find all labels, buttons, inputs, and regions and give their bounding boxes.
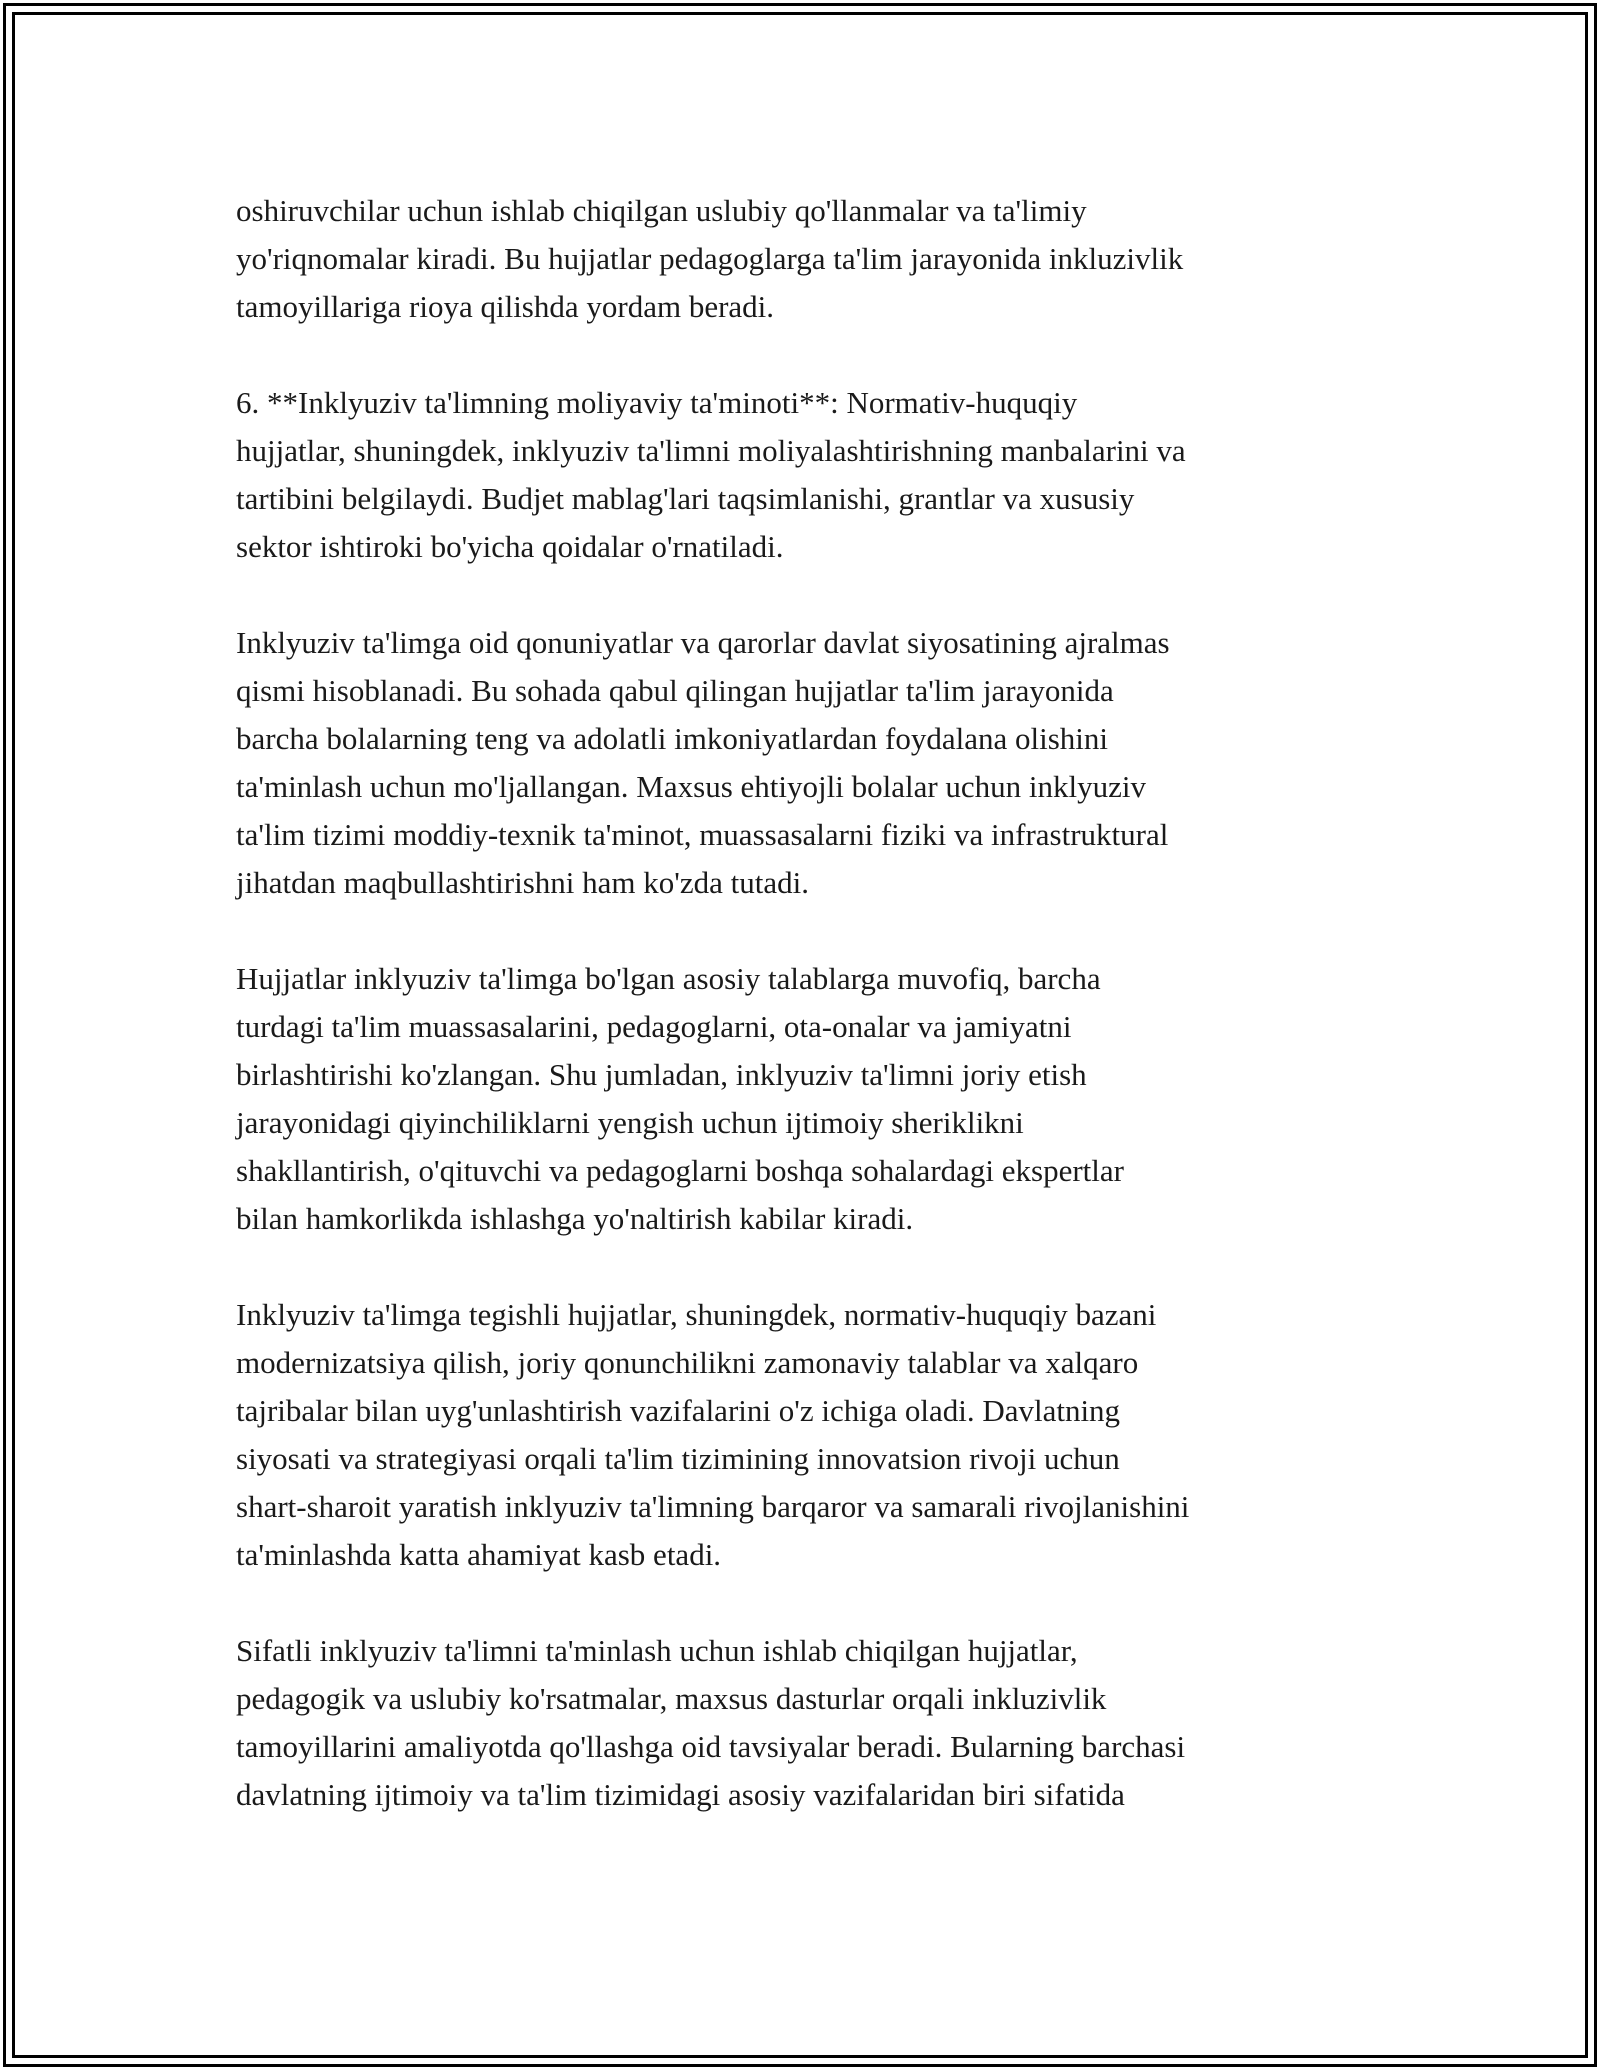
paragraph-3 (236, 619, 1376, 907)
text-line: turdagi ta'lim muassasalarini, pedagoglarni, ota-onalar va jamiyatni (236, 1009, 1072, 1044)
text-line: yo'riqnomalar kiradi. Bu hujjatlar pedagoglarga ta'lim jarayonida inkluzivlik (236, 241, 1184, 276)
text-line: sektor ishtiroki bo'yicha qoidalar o'rnatiladi. (236, 529, 784, 564)
text-line: jarayonidagi qiyinchiliklarni yengish uchun ijtimoiy sheriklikni (236, 1105, 1024, 1140)
text-line: barcha bolalarning teng va adolatli imkoniyatlardan foydalana olishini (236, 721, 1109, 756)
text-line: shakllantirish, o'qituvchi va pedagoglarni boshqa sohalardagi ekspertlar (236, 1153, 1124, 1188)
text-line: siyosati va strategiyasi orqali ta'lim tizimining innovatsion rivoji uchun (236, 1441, 1120, 1476)
text-line: ta'minlash uchun mo'ljallangan. Maxsus ehtiyojli bolalar uchun inklyuziv (236, 769, 1147, 804)
document-body (236, 187, 1376, 1867)
text-line: jihatdan maqbullashtirishni ham ko'zda tutadi. (236, 865, 809, 900)
text-line: Inklyuziv ta'limga oid qonuniyatlar va qarorlar davlat siyosatining ajralmas (236, 625, 1170, 660)
text-line: tamoyillarini amaliyotda qo'llashga oid tavsiyalar beradi. Bularning barchasi (236, 1729, 1186, 1764)
text-line: davlatning ijtimoiy va ta'lim tizimidagi asosiy vazifalaridan biri sifatida (236, 1777, 1125, 1812)
text-line: modernizatsiya qilish, joriy qonunchilikni zamonaviy talablar va xalqaro (236, 1345, 1139, 1380)
text-line: Hujjatlar inklyuziv ta'limga bo'lgan asosiy talablarga muvofiq, barcha (236, 961, 1101, 996)
paragraph-2 (236, 379, 1376, 571)
text-line: pedagogik va uslubiy ko'rsatmalar, maxsus dasturlar orqali inkluzivlik (236, 1681, 1107, 1716)
text-line: 6. **Inklyuziv ta'limning moliyaviy ta'minoti**: Normativ-huquqiy (236, 385, 1078, 420)
text-line: qismi hisoblanadi. Bu sohada qabul qilingan hujjatlar ta'lim jarayonida (236, 673, 1114, 708)
text-line: tartibini belgilaydi. Budjet mablag'lari taqsimlanishi, grantlar va xususiy (236, 481, 1135, 516)
text-line: birlashtirishi ko'zlangan. Shu jumladan, inklyuziv ta'limni joriy etish (236, 1057, 1087, 1092)
text-line: tamoyillariga rioya qilishda yordam beradi. (236, 289, 775, 324)
text-line: Inklyuziv ta'limga tegishli hujjatlar, shuningdek, normativ-huquqiy bazani (236, 1297, 1157, 1332)
text-line: hujjatlar, shuningdek, inklyuziv ta'limni moliyalashtirishning manbalarini va (236, 433, 1186, 468)
paragraph-4 (236, 955, 1376, 1243)
paragraph-6 (236, 1627, 1376, 1819)
paragraph-1 (236, 187, 1376, 331)
text-line: ta'minlashda katta ahamiyat kasb etadi. (236, 1537, 722, 1572)
text-line: tajribalar bilan uyg'unlashtirish vazifalarini o'z ichiga oladi. Davlatning (236, 1393, 1121, 1428)
paragraph-5 (236, 1291, 1376, 1579)
text-line: ta'lim tizimi moddiy-texnik ta'minot, muassasalarni fiziki va infrastruktural (236, 817, 1169, 852)
text-line: oshiruvchilar uchun ishlab chiqilgan uslubiy qo'llanmalar va ta'limiy (236, 193, 1087, 228)
text-line: Sifatli inklyuziv ta'limni ta'minlash uchun ishlab chiqilgan hujjatlar, (236, 1633, 1078, 1668)
text-line: bilan hamkorlikda ishlashga yo'naltirish kabilar kiradi. (236, 1201, 914, 1236)
text-line: shart-sharoit yaratish inklyuziv ta'limning barqaror va samarali rivojlanishini (236, 1489, 1190, 1524)
